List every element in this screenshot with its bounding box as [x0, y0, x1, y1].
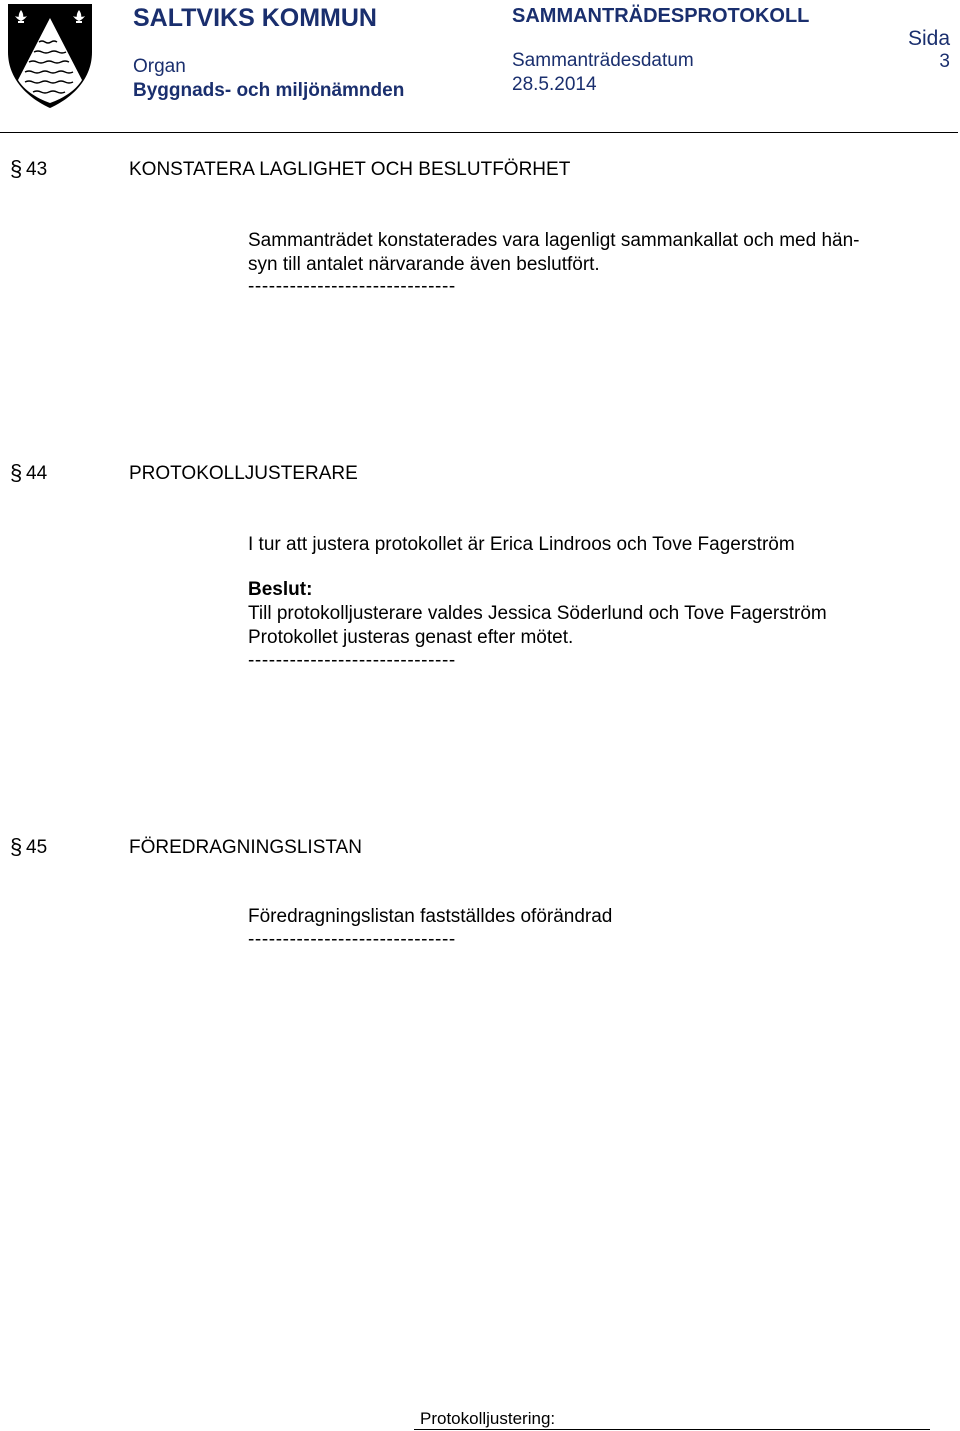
footer-signature-line — [414, 1429, 930, 1430]
section-separator: ------------------------------ — [248, 929, 456, 950]
section-symbol: § — [10, 156, 23, 181]
page-number: 3 — [939, 51, 950, 72]
decision-label: Beslut: — [248, 579, 313, 600]
footer-signature-label: Protokolljustering: — [420, 1409, 556, 1428]
page-label: Sida — [907, 27, 950, 50]
organ-label: Organ — [133, 56, 186, 77]
municipality-name: SALTVIKS KOMMUN — [133, 4, 377, 32]
section-number: 44 — [26, 463, 48, 484]
meeting-date-value: 28.5.2014 — [512, 74, 597, 95]
document-type: SAMMANTRÄDESPROTOKOLL — [512, 5, 810, 27]
section-text: I tur att justera protokollet är Erica Lindroos och Tove Fagerström — [248, 534, 795, 555]
municipal-coat-of-arms-icon — [6, 2, 94, 110]
section-text: Föredragningslistan fastställdes oförändrad — [248, 906, 613, 927]
section-separator: ------------------------------ — [248, 650, 456, 671]
section-title: PROTOKOLLJUSTERARE — [129, 463, 358, 484]
header-divider — [0, 132, 958, 133]
decision-text-line: Till protokolljusterare valdes Jessica Söderlund och Tove Fagerström — [248, 603, 827, 624]
section-text-line: Sammanträdet konstaterades vara lagenligt sammankallat och med hän- — [248, 230, 860, 251]
decision-text-line: Protokollet justeras genast efter mötet. — [248, 627, 574, 648]
section-text-line: syn till antalet närvarande även beslutfört. — [248, 254, 600, 275]
organ-name: Byggnads- och miljönämnden — [133, 80, 405, 101]
section-title: FÖREDRAGNINGSLISTAN — [129, 837, 362, 858]
section-number: 43 — [26, 159, 48, 180]
section-number: 45 — [26, 837, 48, 858]
section-symbol: § — [10, 834, 23, 859]
section-title: KONSTATERA LAGLIGHET OCH BESLUTFÖRHET — [129, 159, 571, 180]
section-separator: ------------------------------ — [248, 276, 456, 297]
meeting-date-label: Sammanträdesdatum — [512, 50, 694, 71]
section-symbol: § — [10, 460, 23, 485]
